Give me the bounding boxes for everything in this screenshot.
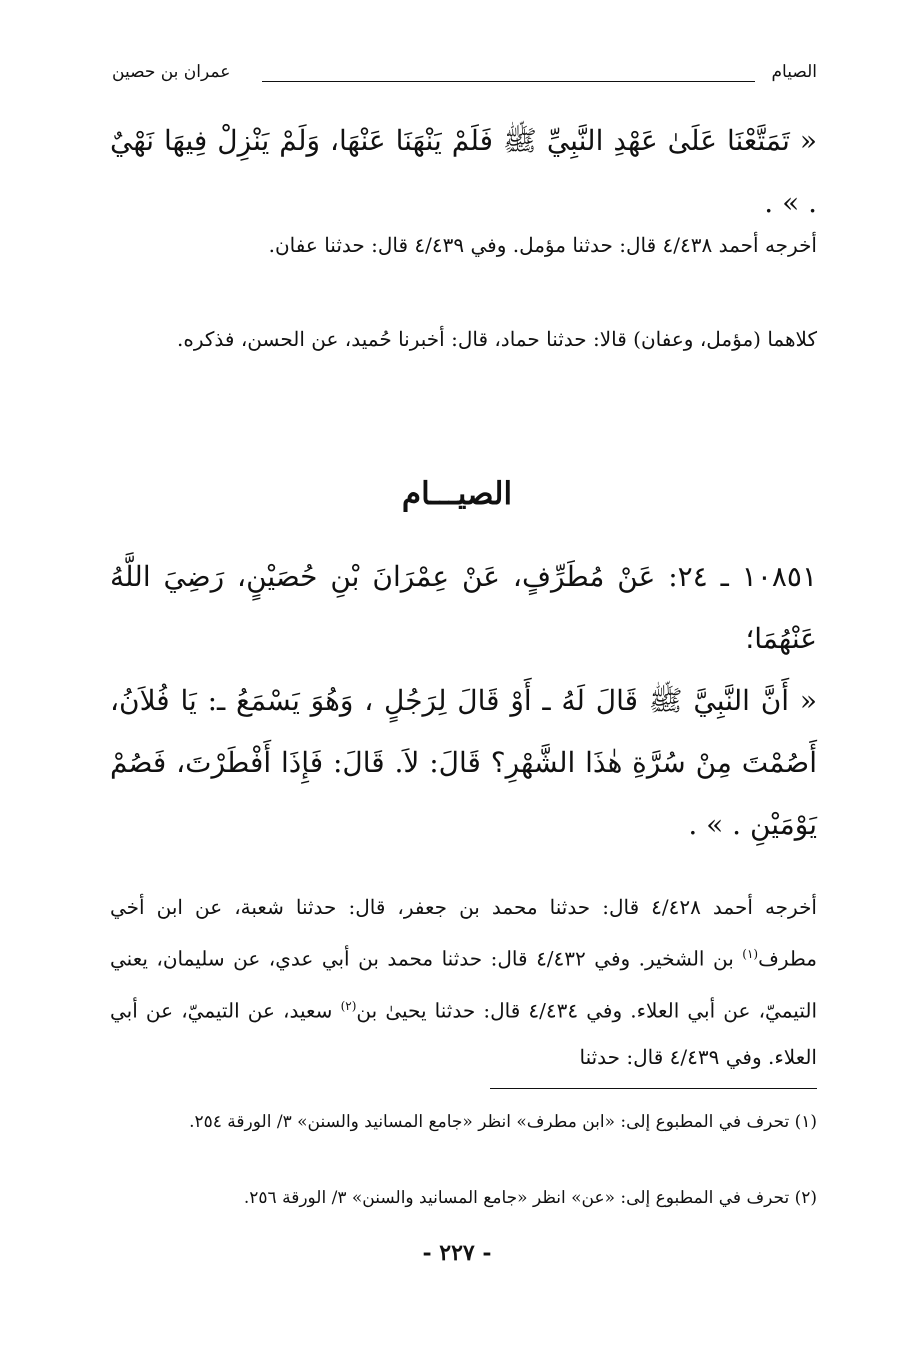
header-section-title: الصيام: [771, 62, 817, 82]
footnote-1: (١) تحرف في المطبوع إلى: «ابن مطرف» انظر «جامع المسانيد والسنن» ٣/ الورقة ٢٥٤.: [189, 1112, 817, 1132]
footnote-2: (٢) تحرف في المطبوع إلى: «عن» انظر «جامع المسانيد والسنن» ٣/ الورقة ٢٥٦.: [243, 1188, 817, 1208]
previous-hadith-matn: « تَمَتَّعْنَا عَلَىٰ عَهْدِ النَّبِيِّ ﷺ فَلَمْ يَنْهَنَا عَنْهَا، وَلَمْ يَنْزِلْ فِيهَا نَهْيٌ . » .: [110, 124, 817, 219]
hadith-isnad: ١٠٨٥١ ـ ٢٤: عَنْ مُطَرِّفٍ، عَنْ عِمْرَانَ بْنِ حُصَيْنٍ، رَضِيَ اللَّهُ عَنْهُمَا؛: [110, 560, 817, 655]
previous-takhrij-2: كلاهما (مؤمل، وعفان) قالا: حدثنا حماد، قال: أخبرنا حُميد، عن الحسن، فذكره.: [177, 327, 817, 351]
footnote-ref-1[interactable]: (١): [742, 947, 759, 961]
footnote-ref-2[interactable]: (٢): [340, 998, 357, 1013]
takhrij-text-3: سعيد، عن التيميّ، عن أبي العلاء. وفي ٤/٤٣٩ قال: حدثنا: [110, 998, 817, 1070]
header-rule: [262, 81, 755, 82]
footnote-separator: [490, 1088, 817, 1089]
takhrij-text-2: بن الشخير. وفي ٤/٤٣٢ قال: حدثنا محمد بن أبي عدي، عن سليمان، يعني التيميّ، عن أبي العلاء. وفي ٤/٤٣٤ قال: حدثنا يحيىٰ بن: [110, 946, 818, 1023]
hadith-takhrij: [110, 884, 817, 1081]
hadith-matn: « أَنَّ النَّبِيَّ ﷺ قَالَ لَهُ ـ أَوْ قَالَ لِرَجُلٍ ، وَهُوَ يَسْمَعُ ـ: يَا فُلاَنُ، أَصُمْتَ مِنْ سُرَّةِ هٰذَا الشَّهْرِ؟ قَالَ: لاَ. قَالَ: فَإِذَا أَفْطَرْتَ، فَصُمْ يَوْمَيْنِ . » .: [110, 684, 817, 841]
header-narrator: عمران بن حصين: [112, 62, 231, 82]
running-header: [112, 62, 817, 96]
page-number: - ٢٢٧ -: [422, 1240, 492, 1266]
takhrij-text-1: أخرجه أحمد ٤/٤٢٨ قال: حدثنا محمد بن جعفر، قال: حدثنا شعبة، عن ابن أخي مطرف: [110, 895, 817, 971]
section-heading: الصيـــام: [401, 476, 513, 512]
previous-takhrij-1: أخرجه أحمد ٤/٤٣٨ قال: حدثنا مؤمل. وفي ٤/٤٣٩ قال: حدثنا عفان.: [268, 233, 817, 257]
